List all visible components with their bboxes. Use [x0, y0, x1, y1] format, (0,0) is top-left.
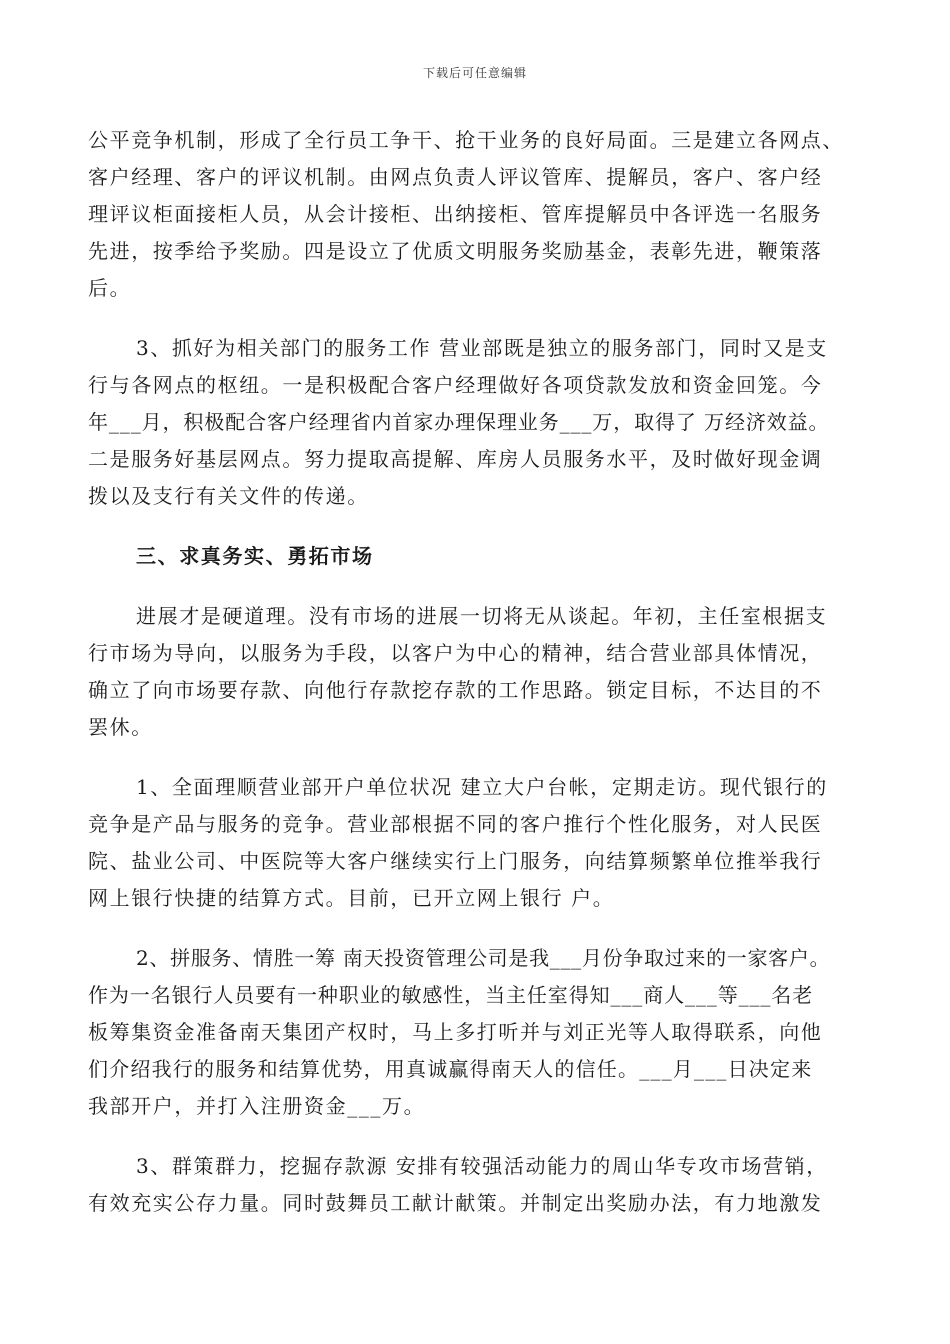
text-line: 年___月，积极配合客户经理省内首家办理保理业务___万，取得了 万经济效益。 [88, 410, 830, 434]
text-line: 网上银行快捷的结算方式。目前，已开立网上银行 户。 [88, 886, 615, 910]
text-line: 板筹集资金准备南天集团产权时，马上多打听并与刘正光等人取得联系，向他 [88, 1020, 823, 1044]
paragraph [88, 940, 878, 1125]
text-line: 2、拼服务、情胜一筹 南天投资管理公司是我___月份争取过来的一家客户。 [136, 946, 831, 970]
text-line: 3、抓好为相关部门的服务工作 营业部既是独立的服务部门，同时又是支 [136, 336, 828, 360]
text-line: 二是服务好基层网点。努力提取高提解、库房人员服务水平，及时做好现金调 [88, 447, 823, 471]
text-line: 拨以及支行有关文件的传递。 [88, 484, 369, 508]
text-line: 先进，按季给予奖励。四是设立了优质文明服务奖励基金，表彰先进，鞭策落 [88, 239, 823, 263]
text-line: 我部开户，并打入注册资金___万。 [88, 1094, 426, 1118]
text-line: 竞争是产品与服务的竞争。营业部根据不同的客户推行个性化服务，对人民医 [88, 812, 823, 836]
text-line: 罢休。 [88, 715, 153, 739]
paragraph [88, 769, 878, 917]
text-line: 院、盐业公司、中医院等大客户继续实行上门服务，向结算频繁单位推举我行 [88, 849, 823, 873]
text-line: 理评议柜面接柜人员，从会计接柜、出纳接柜、管库提解员中各评选一名服务 [88, 202, 823, 226]
text-line: 确立了向市场要存款、向他行存款挖存款的工作思路。锁定目标，不达目的不 [88, 678, 823, 702]
section-heading: 三、求真务实、勇拓市场 [136, 544, 374, 568]
text-line: 有效充实公存力量。同时鼓舞员工献计献策。并制定出奖励办法，有力地激发 [88, 1191, 823, 1215]
text-line: 们介绍我行的服务和结算优势，用真诚赢得南天人的信任。___月___日决定来 [88, 1057, 813, 1081]
paragraph [88, 122, 878, 307]
paragraph [88, 330, 878, 515]
text-line: 客户经理、客户的评议机制。由网点负责人评议管库、提解员，客户、客户经 [88, 165, 823, 189]
text-line: 公平竞争机制，形成了全行员工争干、抢干业务的良好局面。三是建立各网点、 [88, 128, 844, 152]
text-line: 作为一名银行人员要有一种职业的敏感性，当主任室得知___商人___等___名老 [88, 983, 814, 1007]
text-line: 1、全面理顺营业部开户单位状况 建立大户台帐，定期走访。现代银行的 [136, 775, 828, 799]
document-body [88, 122, 878, 1222]
text-line: 行与各网点的枢纽。一是积极配合客户经理做好各项贷款发放和资金回笼。今 [88, 373, 823, 397]
paragraph [88, 1148, 878, 1222]
text-line: 3、群策群力，挖掘存款源 安排有较强活动能力的周山华专攻市场营销， [136, 1154, 828, 1178]
text-line: 进展才是硬道理。没有市场的进展一切将无从谈起。年初，主任室根据支 [136, 604, 828, 628]
text-line: 行市场为导向，以服务为手段，以客户为中心的精神，结合营业部具体情况， [88, 641, 823, 665]
paragraph [88, 598, 878, 746]
page-header-note: 下载后可任意编辑 [422, 66, 527, 80]
text-line: 后。 [88, 276, 132, 300]
